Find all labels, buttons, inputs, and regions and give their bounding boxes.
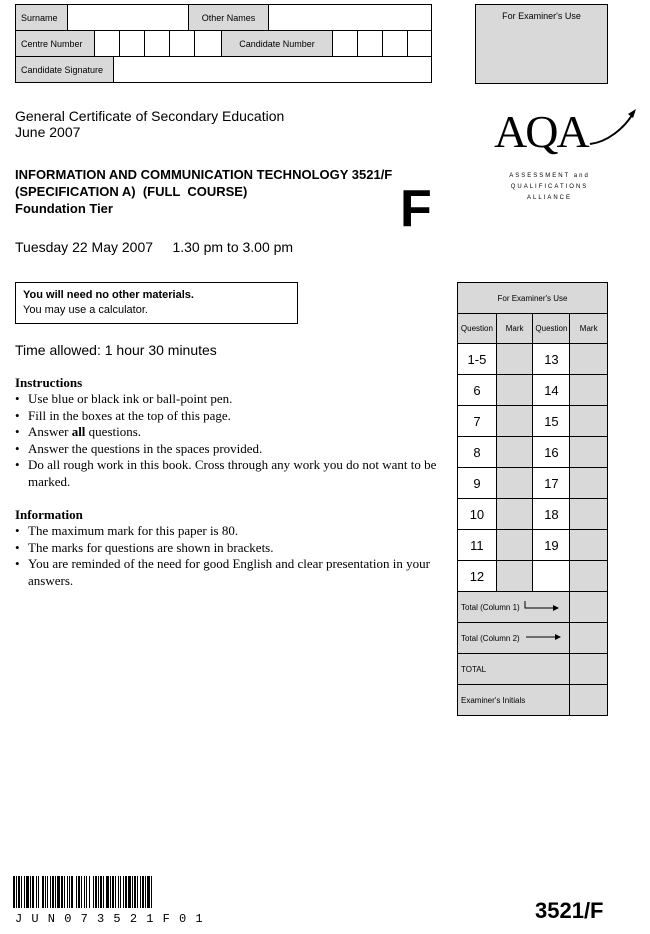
barcode-bar [55, 876, 56, 908]
barcode-bar [115, 876, 116, 908]
total-column-2-label [458, 623, 570, 654]
barcode-bar [147, 876, 150, 908]
answer-bold-word: all [71, 424, 86, 439]
total-mark [570, 654, 608, 685]
answer-suffix: questions. [85, 424, 142, 439]
exam-session: June 2007 [15, 124, 81, 140]
tier-letter: F [400, 180, 432, 238]
column-header-question: Question [458, 314, 497, 344]
tier-title: Foundation Tier [15, 201, 113, 216]
barcode-bar [52, 876, 54, 908]
candidate-signature-label: Candidate Signature [15, 56, 114, 83]
centre-number-digit[interactable] [144, 30, 170, 57]
aqa-logo-text: AQA [494, 106, 588, 157]
question-number: 15 [533, 406, 570, 437]
materials-line-1: You will need no other materials. [23, 289, 194, 301]
total-column-2-mark [570, 623, 608, 654]
barcode-bar [123, 876, 124, 908]
mark-cell [496, 375, 533, 406]
list-item [15, 424, 440, 441]
mark-cell [570, 561, 608, 592]
other-names-label: Other Names [188, 4, 269, 31]
examiner-initials-field [570, 685, 608, 716]
examiner-marks-table [457, 282, 608, 716]
barcode-bar [64, 876, 65, 908]
list-item: • The maximum mark for this paper is 80. [15, 523, 440, 540]
barcode-bar [95, 876, 97, 908]
information-section [15, 507, 440, 589]
barcode-bar [32, 876, 34, 908]
mark-cell [570, 437, 608, 468]
examiner-use-label: For Examiner's Use [502, 11, 581, 21]
surname-label: Surname [15, 4, 68, 31]
list-item: • Do all rough work in this book. Cross through any work you do not want to be marked. [15, 457, 440, 490]
logo-tag-line-3: ALLIANCE [526, 195, 572, 201]
examiner-table-title: For Examiner's Use [458, 283, 608, 314]
barcode-bar [112, 876, 114, 908]
question-number: 12 [458, 561, 497, 592]
total-column-2-row [458, 623, 608, 654]
table-row [458, 406, 608, 437]
other-names-field[interactable] [268, 4, 432, 31]
centre-number-digit[interactable] [94, 30, 120, 57]
mark-cell [496, 344, 533, 375]
column-header-mark: Mark [496, 314, 533, 344]
barcode-bar [140, 876, 141, 908]
candidate-number-label: Candidate Number [221, 30, 333, 57]
mark-cell [570, 530, 608, 561]
barcode-bar [100, 876, 102, 908]
list-item: • Use blue or black ink or ball-point pen. [15, 391, 440, 408]
barcode-bar [71, 876, 73, 908]
barcode-bar [103, 876, 104, 908]
question-number: 6 [458, 375, 497, 406]
barcode-bar [57, 876, 60, 908]
table-row [458, 499, 608, 530]
question-number: 17 [533, 468, 570, 499]
barcode-bar [67, 876, 68, 908]
candidate-signature-field[interactable] [113, 56, 432, 83]
barcode-bar [128, 876, 131, 908]
question-number [533, 561, 570, 592]
barcode-bar [50, 876, 51, 908]
column-header-question-2: Question [533, 314, 570, 344]
qualification-title: General Certificate of Secondary Education [15, 108, 285, 124]
barcode-bar [38, 876, 39, 908]
paper-code: 3521/F [535, 898, 604, 923]
centre-number-digit[interactable] [194, 30, 222, 57]
mark-cell [496, 468, 533, 499]
total-column-1-text: Total (Column 1) [461, 602, 520, 612]
table-row [458, 437, 608, 468]
barcode-bar [21, 876, 22, 908]
mark-cell [570, 499, 608, 530]
barcode-bar [26, 876, 29, 908]
arrow-right-icon [526, 632, 562, 644]
specification-title: (SPECIFICATION A) (FULL COURSE) [15, 184, 248, 199]
table-row [458, 375, 608, 406]
candidate-number-digit[interactable] [407, 30, 432, 57]
barcode-bar [36, 876, 37, 908]
logo-tag-line-1: ASSESSMENT and [509, 173, 590, 179]
question-number: 9 [458, 468, 497, 499]
total-column-1-mark [570, 592, 608, 623]
centre-number-digit[interactable] [169, 30, 195, 57]
barcode-bar [106, 876, 109, 908]
mark-cell [570, 406, 608, 437]
time-allowed: Time allowed: 1 hour 30 minutes [15, 342, 217, 358]
examiner-initials-row [458, 685, 608, 716]
logo-tag-line-2: QUALIFICATIONS [510, 184, 589, 190]
mark-cell [496, 499, 533, 530]
mark-cell [496, 561, 533, 592]
mark-cell [496, 406, 533, 437]
candidate-number-digit[interactable] [382, 30, 408, 57]
barcode-bar [18, 876, 20, 908]
list-item: • You are reminded of the need for good English and clear presentation in your answers. [15, 556, 440, 589]
materials-line-2: You may use a calculator. [23, 304, 148, 316]
column-header-mark-2: Mark [570, 314, 608, 344]
barcode-bar [89, 876, 90, 908]
mark-cell [496, 437, 533, 468]
barcode-bar [98, 876, 99, 908]
barcode-bar [134, 876, 136, 908]
barcode-bar [145, 876, 146, 908]
barcode-bar [30, 876, 31, 908]
list-item: • The marks for questions are shown in brackets. [15, 540, 440, 557]
table-row [458, 530, 608, 561]
question-number: 16 [533, 437, 570, 468]
barcode-bar [84, 876, 85, 908]
exam-heading [15, 108, 284, 140]
barcode-bar [47, 876, 48, 908]
question-number: 18 [533, 499, 570, 530]
barcode-bar [132, 876, 133, 908]
barcode-bar [76, 876, 77, 908]
mark-cell [570, 375, 608, 406]
question-number: 1-5 [458, 344, 497, 375]
instructions-list [15, 391, 440, 490]
question-number: 11 [458, 530, 497, 561]
barcode-bar [42, 876, 44, 908]
question-number: 13 [533, 344, 570, 375]
centre-number-digit[interactable] [119, 30, 145, 57]
materials-box [15, 282, 298, 324]
barcode-text: J U N 0 7 3 5 2 1 F 0 1 [15, 912, 204, 926]
question-number: 10 [458, 499, 497, 530]
barcode-bar [78, 876, 80, 908]
total-column-1-row [458, 592, 608, 623]
total-label: TOTAL [458, 654, 570, 685]
barcode-bar [93, 876, 94, 908]
mark-cell [496, 530, 533, 561]
barcode-bar [120, 876, 121, 908]
barcode-bar [86, 876, 87, 908]
table-row [458, 561, 608, 592]
exam-date-time: Tuesday 22 May 2007 1.30 pm to 3.00 pm [15, 239, 294, 255]
surname-field[interactable] [67, 4, 189, 31]
aqa-logo-tagline [492, 171, 607, 204]
subject-title: INFORMATION AND COMMUNICATION TECHNOLOGY 3521/F [15, 167, 393, 182]
total-column-2-text: Total (Column 2) [461, 633, 520, 643]
examiner-use-box [475, 4, 608, 84]
list-item: • Answer the questions in the spaces provided. [15, 441, 440, 458]
barcode [13, 876, 238, 924]
total-column-1-label [458, 592, 570, 623]
barcode-bar [142, 876, 144, 908]
table-row [458, 344, 608, 375]
answer-prefix: Answer [28, 424, 72, 439]
centre-number-label: Centre Number [15, 30, 95, 57]
question-number: 7 [458, 406, 497, 437]
instructions-section [15, 375, 440, 490]
barcode-bar [69, 876, 70, 908]
examiner-initials-label: Examiner's Initials [458, 685, 570, 716]
question-number: 19 [533, 530, 570, 561]
barcode-bar [61, 876, 63, 908]
aqa-logo [492, 104, 637, 214]
arrow-right-icon [524, 600, 560, 612]
mark-cell [570, 468, 608, 499]
candidate-number-digit[interactable] [332, 30, 358, 57]
list-item: • Fill in the boxes at the top of this page. [15, 408, 440, 425]
mark-cell [570, 344, 608, 375]
subject-title-block [15, 166, 435, 217]
table-row [458, 468, 608, 499]
barcode-bar [16, 876, 17, 908]
barcode-bar [118, 876, 119, 908]
barcode-bar [137, 876, 138, 908]
barcode-bar [110, 876, 111, 908]
total-row [458, 654, 608, 685]
question-number: 14 [533, 375, 570, 406]
barcode-bar [24, 876, 25, 908]
barcode-bar [13, 876, 15, 908]
information-list [15, 523, 440, 589]
barcode-bar [151, 876, 152, 908]
barcode-bar [45, 876, 46, 908]
barcode-bar [125, 876, 127, 908]
question-number: 8 [458, 437, 497, 468]
instructions-heading: Instructions [15, 375, 83, 390]
information-heading: Information [15, 507, 83, 522]
candidate-number-digit[interactable] [357, 30, 383, 57]
barcode-bar [81, 876, 82, 908]
barcode-bars [13, 876, 238, 908]
